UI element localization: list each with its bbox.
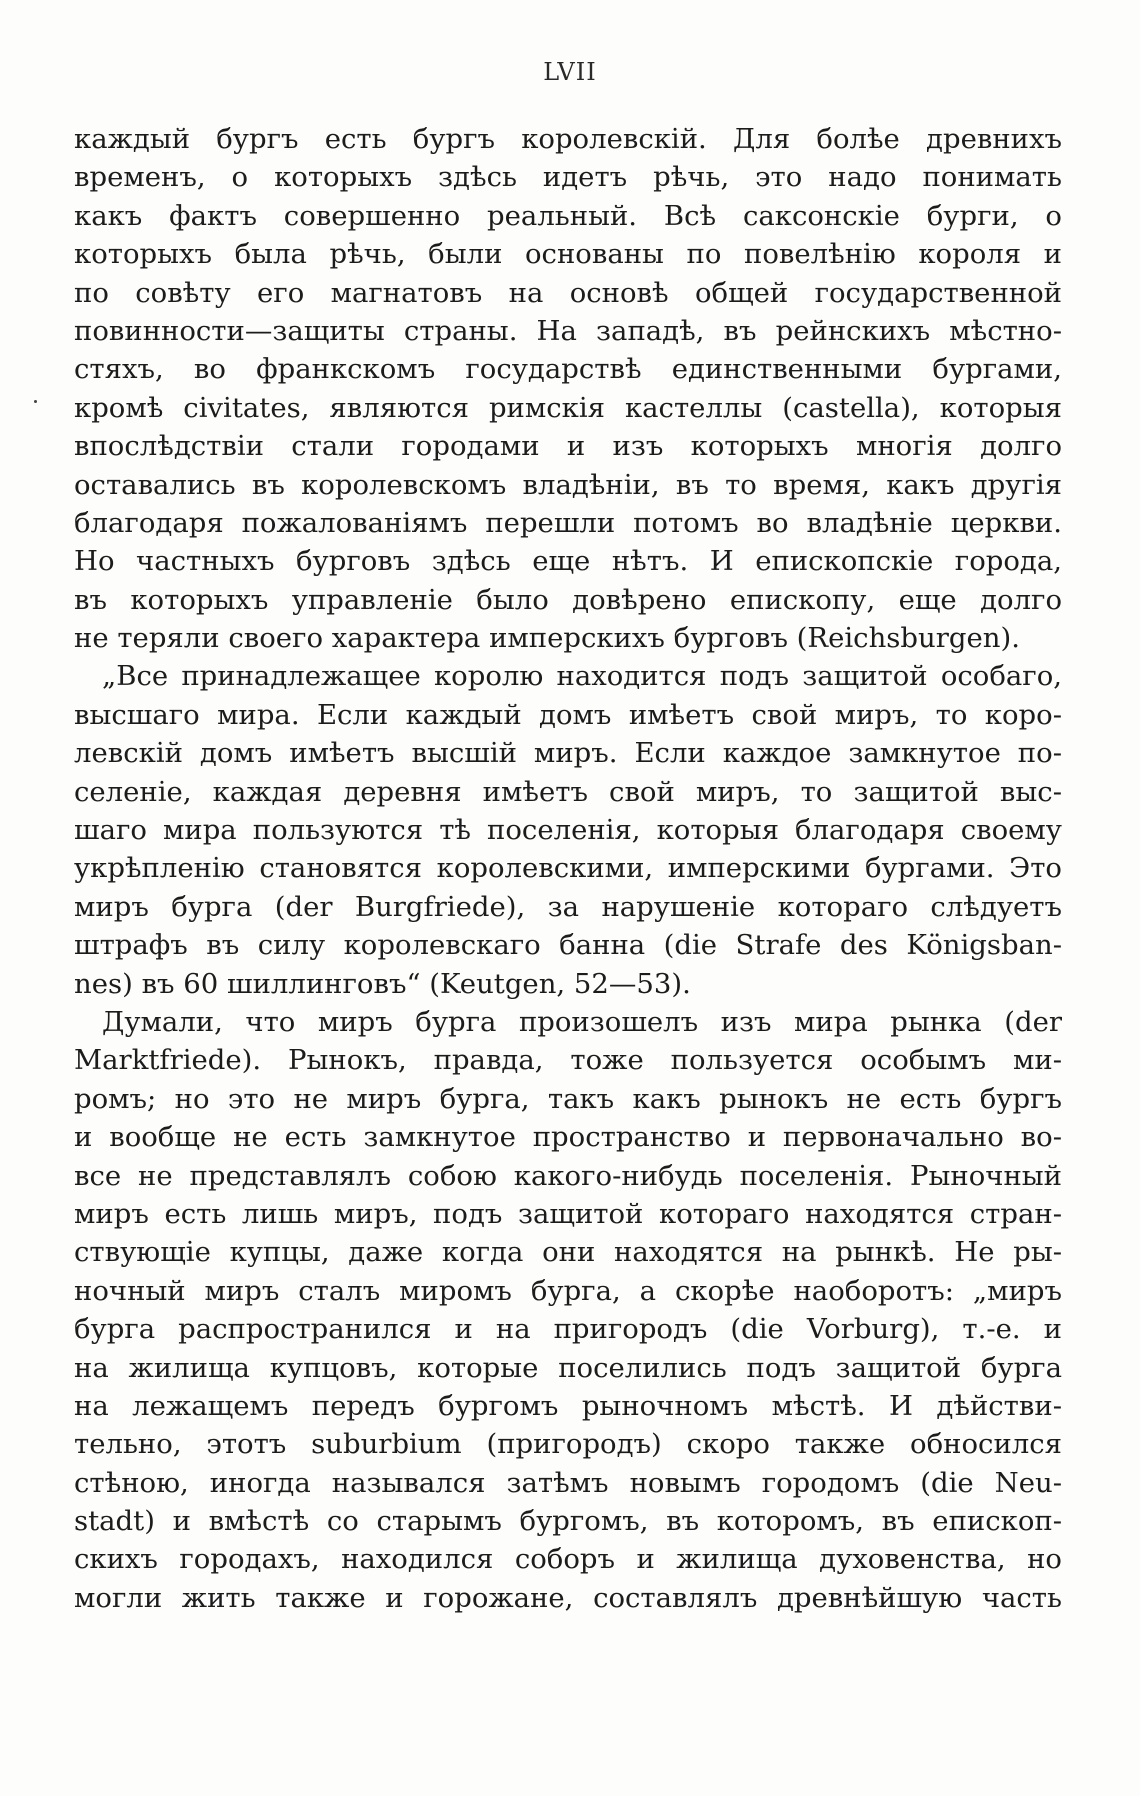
text-line: все не представлялъ собою какого-нибудь поселенія. Рыночный [74, 1159, 1062, 1192]
text-line: и вообще не есть замкнутое пространство и первоначально во- [74, 1121, 1062, 1154]
text-line: могли жить также и горожане, составлялъ древнѣйшую часть [74, 1581, 1062, 1614]
text-line: ствующіе купцы, даже когда они находятся на рынкѣ. Не ры- [74, 1236, 1062, 1269]
text-line: какъ фактъ совершенно реальный. Всѣ саксонскіе бурги, о [74, 199, 1062, 232]
text-line: левскій домъ имѣетъ высшій миръ. Если каждое замкнутое по- [74, 737, 1062, 770]
text-line: ромъ; но это не миръ бурга, такъ какъ рынокъ не есть бургъ [74, 1082, 1062, 1115]
text-line: стѣною, иногда назывался затѣмъ новымъ городомъ (die Neu- [74, 1466, 1062, 1499]
text-line: бурга распространился и на пригородъ (die Vorburg), т.-е. и [74, 1313, 1062, 1346]
paragraph-2 [74, 657, 1062, 1003]
text-line: стяхъ, во франкскомъ государствѣ единственными бургами, [74, 353, 1062, 386]
text-line: въ которыхъ управленіе было довѣрено епископу, еще долго [74, 583, 1062, 616]
text-line: которыхъ была рѣчь, были основаны по повелѣнію короля и [74, 238, 1062, 271]
body-text [74, 120, 1062, 1617]
text-line: высшаго мира. Если каждый домъ имѣетъ свой миръ, то коро- [74, 698, 1062, 731]
text-line: шаго мира пользуются тѣ поселенія, которыя благодаря своему [74, 814, 1062, 847]
text-line: впослѣдствіи стали городами и изъ которыхъ многія долго [74, 430, 1062, 463]
text-line: на лежащемъ передъ бургомъ рыночномъ мѣстѣ. И дѣйстви- [74, 1389, 1062, 1422]
text-line: селеніе, каждая деревня имѣетъ свой миръ, то защитой выс- [74, 775, 1062, 808]
text-line: Marktfriede). Рынокъ, правда, тоже пользуется особымъ ми- [74, 1044, 1062, 1077]
text-line: не теряли своего характера имперскихъ бурговъ (Reichsburgen). [74, 622, 1020, 655]
text-line: ночный миръ сталъ миромъ бурга, а скорѣе наоборотъ: „миръ [74, 1274, 1062, 1307]
text-line: Но частныхъ бурговъ здѣсь еще нѣтъ. И епископскіе города, [74, 545, 1062, 578]
text-line: благодаря пожалованіямъ перешли потомъ во владѣніе церкви. [74, 506, 1062, 539]
text-line: скихъ городахъ, находился соборъ и жилища духовенства, но [74, 1543, 1062, 1576]
text-line: штрафъ въ силу королевскаго банна (die Strafe des Königsban- [74, 929, 1062, 962]
text-line: Думали, что миръ бурга произошелъ изъ мира рынка (der [102, 1005, 1062, 1038]
paragraph-3 [74, 1003, 1062, 1617]
text-line: тельно, этотъ suburbium (пригородъ) скоро также обносился [74, 1428, 1062, 1461]
text-line: stadt) и вмѣстѣ со старымъ бургомъ, въ которомъ, въ епископ- [74, 1505, 1062, 1538]
paragraph-1 [74, 120, 1062, 657]
text-line: миръ бурга (der Burgfriede), за нарушеніе котораго слѣдуетъ [74, 890, 1062, 923]
text-line: каждый бургъ есть бургъ королевскій. Для болѣе древнихъ [74, 123, 1062, 155]
text-line: повинности—защиты страны. На западѣ, въ рейнскихъ мѣстно- [74, 314, 1062, 347]
text-line: nes) въ 60 шиллинговъ“ (Keutgen, 52—53). [74, 967, 691, 1000]
page-number: LVII [543, 58, 597, 86]
text-line: на жилища купцовъ, которые поселились подъ защитой бурга [74, 1351, 1062, 1384]
text-line: миръ есть лишь миръ, подъ защитой котораго находятся стран- [74, 1197, 1062, 1230]
text-line: укрѣпленію становятся королевскими, имперскими бургами. Это [74, 852, 1062, 885]
text-line: по совѣту его магнатовъ на основѣ общей государственной [74, 276, 1062, 309]
text-line: оставались въ королевскомъ владѣніи, въ то время, какъ другія [74, 468, 1062, 501]
text-line: „Все принадлежащее королю находится подъ защитой особаго, [102, 660, 1062, 693]
text-line: временъ, о которыхъ здѣсь идетъ рѣчь, это надо понимать [74, 161, 1062, 194]
margin-mark [34, 400, 37, 403]
text-line: кромѣ civitates, являются римскія кастеллы (castella), которыя [74, 391, 1062, 424]
